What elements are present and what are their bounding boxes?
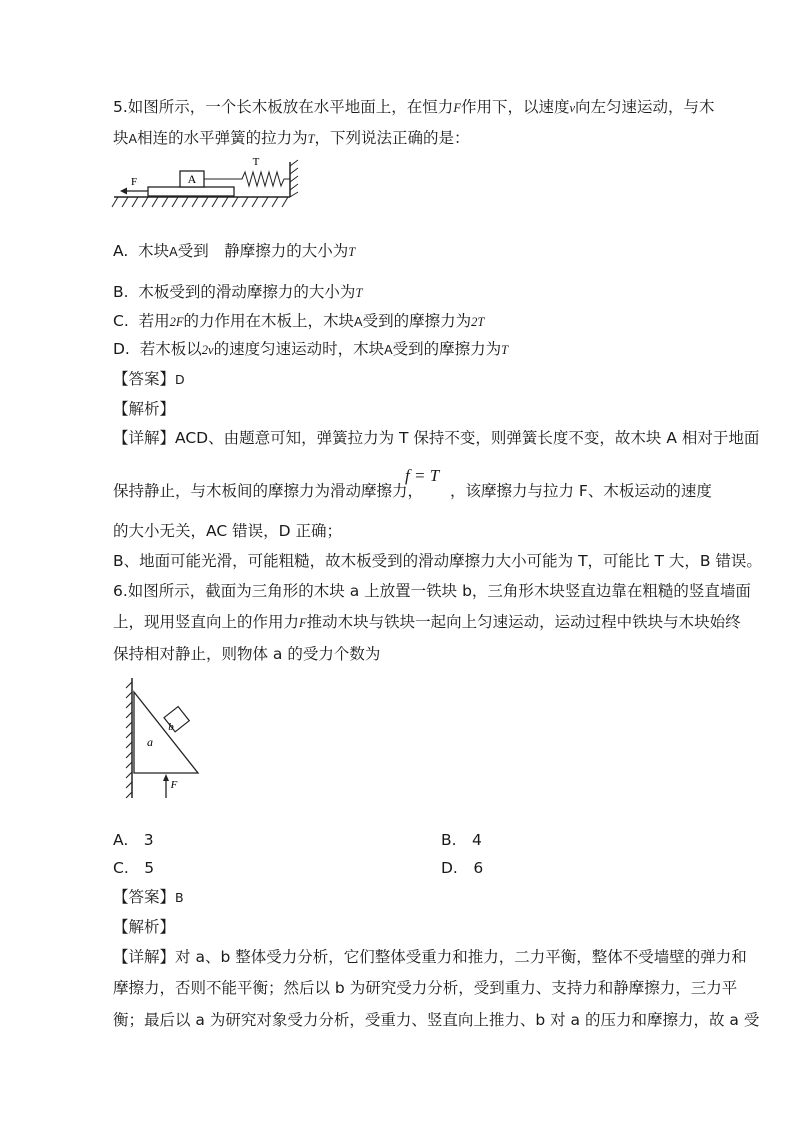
q6-option-d: D. 6 (441, 859, 484, 877)
q6-figure-label-f: F (170, 779, 178, 791)
q5-detail-line3: 的大小无关，AC 错误，D 正确； (113, 522, 342, 540)
q6-wedge-a (134, 692, 198, 773)
q5-detail-line1: 【详解】ACD、由题意可知，弹簧拉力为 T 保持不变，则弹簧长度不变，故木块 A 相对于地面 (113, 429, 760, 447)
q5-option-c: C. 若用2F的力作用在木板上，木块A受到的摩擦力为2T (113, 312, 485, 330)
q6-option-a: A. 3 (113, 831, 154, 849)
q6-number: 6. (113, 582, 128, 600)
q5-stem-line2: 块A相连的水平弹簧的拉力为T，下列说法正确的是： (113, 129, 470, 147)
q6-force-arrowhead (163, 774, 169, 781)
q6-detail-line2: 摩擦力，否则不能平衡；然后以 b 为研究受力分析，受到重力、支持力和静摩擦力，三力平 (113, 979, 738, 997)
q5-analysis-tag: 【解析】 (113, 400, 176, 418)
q5-board (148, 187, 234, 196)
q5-force-arrowhead (120, 188, 127, 195)
q5-option-d: D. 若木板以2v的速度匀速运动时，木块A受到的摩擦力为T (113, 340, 509, 358)
q5-detail-line2: 保持静止，与木板间的摩擦力为滑动摩擦力， (113, 482, 424, 500)
q6-stem-line3: 保持相对静止，则物体 a 的受力个数为 (113, 645, 381, 663)
q6-stem-line1: 6.如图所示，截面为三角形的木块 a 上放置一铁块 b，三角形木块竖直边靠在粗糙的竖直墙面 (113, 582, 751, 600)
q5-detail-line4: B、地面可能光滑，可能粗糙，故木板受到的滑动摩擦力大小可能为 T，可能比 T 大，B 错误。 (113, 552, 762, 570)
q5-detail-line2b: ，该摩擦力与拉力 F、木板运动的速度 (450, 482, 712, 500)
q6-option-c: C. 5 (113, 859, 155, 877)
q5-formula: f = T (405, 466, 440, 485)
q5-option-a: A. 木块A受到 静摩擦力的大小为T (113, 242, 356, 260)
q5-figure-label-t: T (252, 156, 260, 168)
q6-analysis-tag: 【解析】 (113, 918, 176, 936)
q5-figure-label-f: F (130, 176, 138, 188)
q5-spring (204, 172, 290, 186)
q6-answer: 【答案】B (113, 888, 184, 906)
q6-stem-line2: 上，现用竖直向上的作用力F推动木块与铁块一起向上匀速运动，运动过程中铁块与木块始终 (113, 613, 741, 631)
q6-figure-label-a: a (147, 735, 153, 749)
q5-number: 5. (113, 98, 128, 116)
q6-detail-line1: 【详解】对 a、b 整体受力分析，它们整体受重力和推力，二力平衡，整体不受墙壁的弹力和 (113, 948, 747, 966)
q6-figure-wedge-wall (120, 674, 210, 804)
q6-detail-line3: 衡；最后以 a 为研究对象受力分析，受重力、竖直向上推力、b 对 a 的压力和摩擦力，故 a 受 (113, 1011, 760, 1029)
q5-option-b: B. 木板受到的滑动摩擦力的大小为T (113, 283, 363, 301)
q5-figure-label-a: A (187, 172, 197, 186)
q5-figure-spring-board (110, 152, 305, 214)
q5-stem-line1: 5.如图所示，一个长木板放在水平地面上，在恒力F作用下，以速度v向左匀速运动，与木 (113, 98, 715, 116)
q6-option-b: B. 4 (441, 831, 482, 849)
q6-figure-label-b: b (168, 721, 174, 733)
q5-answer: 【答案】D (113, 370, 185, 388)
